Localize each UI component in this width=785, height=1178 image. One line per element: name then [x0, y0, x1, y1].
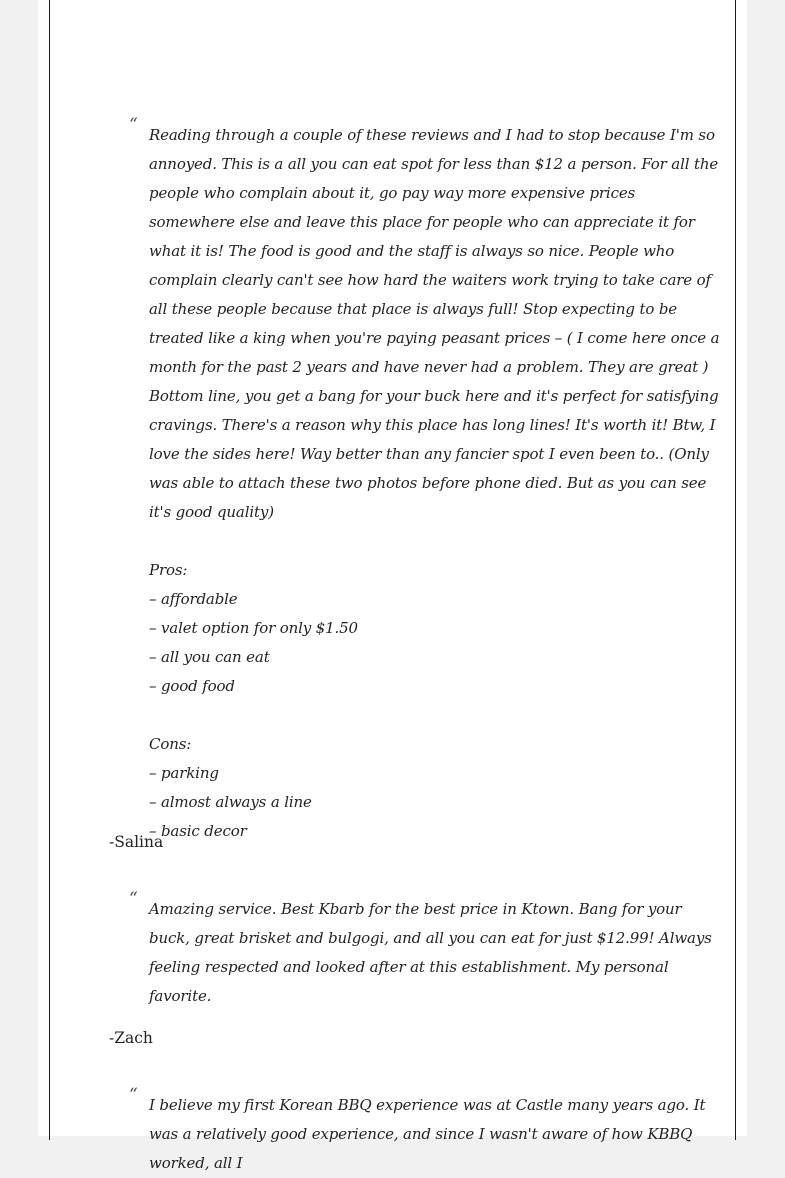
pros-item: – good food — [149, 677, 235, 695]
review-quote — [149, 1091, 721, 1178]
review-author: -Salina — [109, 833, 164, 851]
pros-item: – valet option for only $1.50 — [149, 619, 358, 637]
testimonials-page — [38, 0, 747, 1172]
cons-item: – parking — [149, 764, 219, 782]
cons-item: – almost always a line — [149, 793, 312, 811]
pros-heading: Pros: — [149, 561, 188, 579]
review-text: Reading through a couple of these reviews and I had to stop because I'm so annoyed. This is a all you can eat spot for less than $12 a person. For all the people who complain about it, go pay way more expensive prices somewhere else and leave this place for people who can appreciate it for what it is! The food is good and the staff is always so nice. People who complain clearly can't see how hard the waiters work trying to take care of all these people because that place is always full! Stop expecting to be treated like a king when you're paying peasant prices – ( I come here once a month for the past 2 years and have never had a problem. They are great ) Bottom line, you get a bang for your buck here and it's perfect for satisfying cravings. There's a reason why this place has long lines! It's worth it! Btw, I love the sides here! Way better than any fancier spot I even been to.. (Only was able to attach these two photos before phone died. But as you can see it's good quality) — [149, 126, 720, 521]
cons-item: – basic decor — [149, 822, 247, 840]
review-text: Amazing service. Best Kbarb for the best price in Ktown. Bang for your buck, great brisket and bulgogi, and all you can eat for just $12.99! Always feeling respected and looked after at this establishment. My personal favorite. — [149, 900, 712, 1005]
pros-item: – all you can eat — [149, 648, 270, 666]
quote-mark-icon: “ — [129, 1085, 138, 1105]
review-text: I believe my first Korean BBQ experience was at Castle many years ago. It was a relatively good experience, and since I wasn't aware of how KBBQ worked, all I — [149, 1096, 706, 1172]
review-quote — [149, 121, 721, 846]
pros-item: – affordable — [149, 590, 238, 608]
cons-heading: Cons: — [149, 735, 192, 753]
quote-mark-icon: “ — [129, 889, 138, 909]
review-author: -Zach — [109, 1029, 153, 1047]
quote-mark-icon: “ — [129, 115, 138, 135]
review-quote — [149, 895, 721, 1011]
